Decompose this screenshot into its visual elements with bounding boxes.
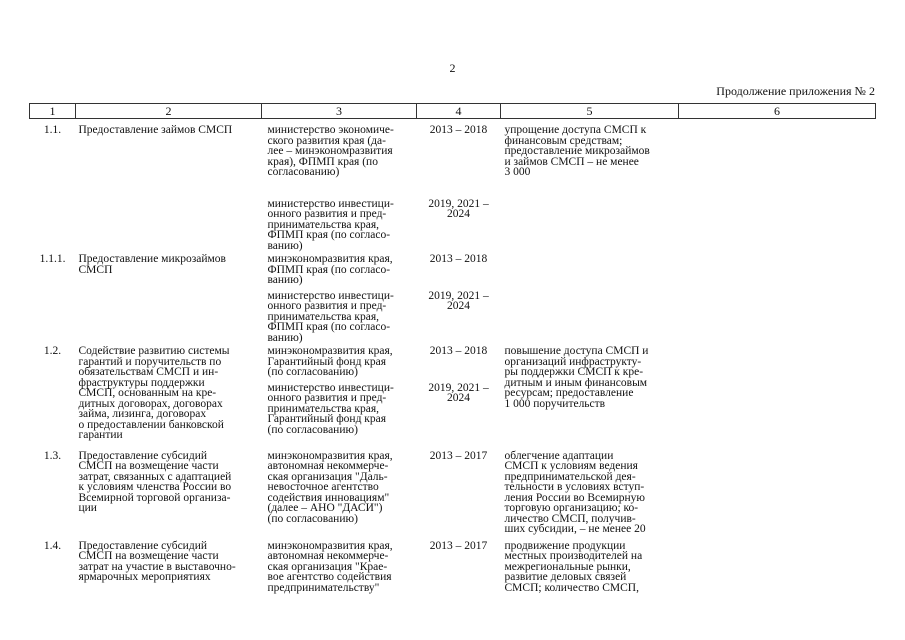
row-note <box>679 442 876 535</box>
row-name: Содействие развитию системы гарантий и поручительств по обязательствам СМСП и ин- фраструктуры поддержки СМСП, основанным на кре- дитных договорах, договорах займа, лизинга, договорах о предоставлении банковской гарантии <box>78 345 230 441</box>
row-executor: минэкономразвития края, автономная некоммерче- ская организация "Крае- вое агентство содействия предпринимательству" <box>267 539 393 594</box>
row-note <box>679 119 876 178</box>
row-executor: минэкономразвития края, автономная некоммерче- ская организация "Даль- невосточное агентство содействия инновациям" (далее – АНО "ДАСИ") (по согласованию) <box>267 449 393 525</box>
row-period: 2013 – 2018 <box>429 345 488 357</box>
row-result: продвижение продукции местных производителей на межрегиональные рынки, развитие деловых связей СМСП; количество СМСП, <box>504 539 643 594</box>
row-executor: министерство экономиче- ского развития края (да- лее – минэкономразвития края), ФПМП края (по согласованию) <box>267 124 394 178</box>
page-number: 2 <box>449 61 456 75</box>
row-note <box>679 251 876 286</box>
row-number: 1.3. <box>43 449 62 462</box>
row-period: 2019, 2021 – 2024 <box>428 289 489 312</box>
row-name: Предоставление субсидий СМСП на возмещение части затрат на участие в выставочно- ярмарочных мероприятиях <box>78 539 236 583</box>
row-executor: министерство инвестици- онного развития и пред- принимательства края, ФПМП края (по согласо- ванию) <box>267 289 394 344</box>
column-header-5: 5 <box>501 104 679 119</box>
row-name: Предоставление микрозаймов СМСП <box>78 253 226 276</box>
row-period: 2019, 2021 – 2024 <box>428 381 489 404</box>
row-note <box>679 535 876 594</box>
table-row <box>30 178 876 252</box>
row-number: 1.2. <box>43 345 62 357</box>
row-number: 1.4. <box>43 539 62 552</box>
row-executor: минэкономразвития края, ФПМП края (по согласо- ванию) <box>267 253 393 286</box>
row-result: упрощение доступа СМСП к финансовым средствам; предоставление микрозаймов и займов СМСП – не менее 3 000 <box>504 124 650 178</box>
header-row <box>30 104 876 119</box>
row-period: 2019, 2021 – 2024 <box>428 197 489 220</box>
table-row <box>30 286 876 344</box>
row-period: 2013 – 2018 <box>429 253 488 265</box>
table-row <box>30 251 876 286</box>
row-executor: министерство инвестици- онного развития и пред- принимательства края, ФПМП края (по согласо- ванию) <box>267 197 394 252</box>
row-number: 1.1. <box>43 124 62 136</box>
row-result: повышение доступа СМСП и организаций инфраструкту- ры поддержки СМСП к кре- дитным и иным финансовым ресурсам; предоставление 1 000 поручительств <box>504 345 649 410</box>
row-note <box>679 343 876 442</box>
table-row <box>30 343 876 378</box>
table-row <box>30 535 876 594</box>
column-header-4: 4 <box>417 104 501 119</box>
column-header-2: 2 <box>76 104 262 119</box>
row-period: 2013 – 2018 <box>429 124 488 136</box>
row-name: Предоставление займов СМСП <box>78 124 233 136</box>
row-result: облегчение адаптации СМСП к условиям ведения предпринимательской дея- тельности в условиях вступ- ления России во Всемирную торговую организацию; ко- личество СМСП, получив- ших субсидии, – не менее 20 <box>504 449 646 535</box>
row-number: 1.1.1. <box>39 253 66 265</box>
row-name: Предоставление субсидий СМСП на возмещение части затрат, связанных с адаптацией к условиям членства России во Всемирной торговой организа- ции <box>78 449 232 514</box>
row-period: 2013 – 2017 <box>429 539 488 552</box>
table-row <box>30 119 876 178</box>
row-executor: минэкономразвития края, Гарантийный фонд края (по согласованию) <box>267 345 393 378</box>
column-header-1: 1 <box>30 104 76 119</box>
column-header-6: 6 <box>679 104 876 119</box>
row-result <box>501 251 679 286</box>
table-row <box>30 442 876 535</box>
row-executor: министерство инвестици- онного развития и пред- принимательства края, Гарантийный фонд края (по согласованию) <box>267 381 394 436</box>
program-table <box>29 103 876 593</box>
continuation-caption: Продолжение приложения № 2 <box>716 84 875 98</box>
column-header-3: 3 <box>262 104 417 119</box>
row-period: 2013 – 2017 <box>429 449 488 462</box>
